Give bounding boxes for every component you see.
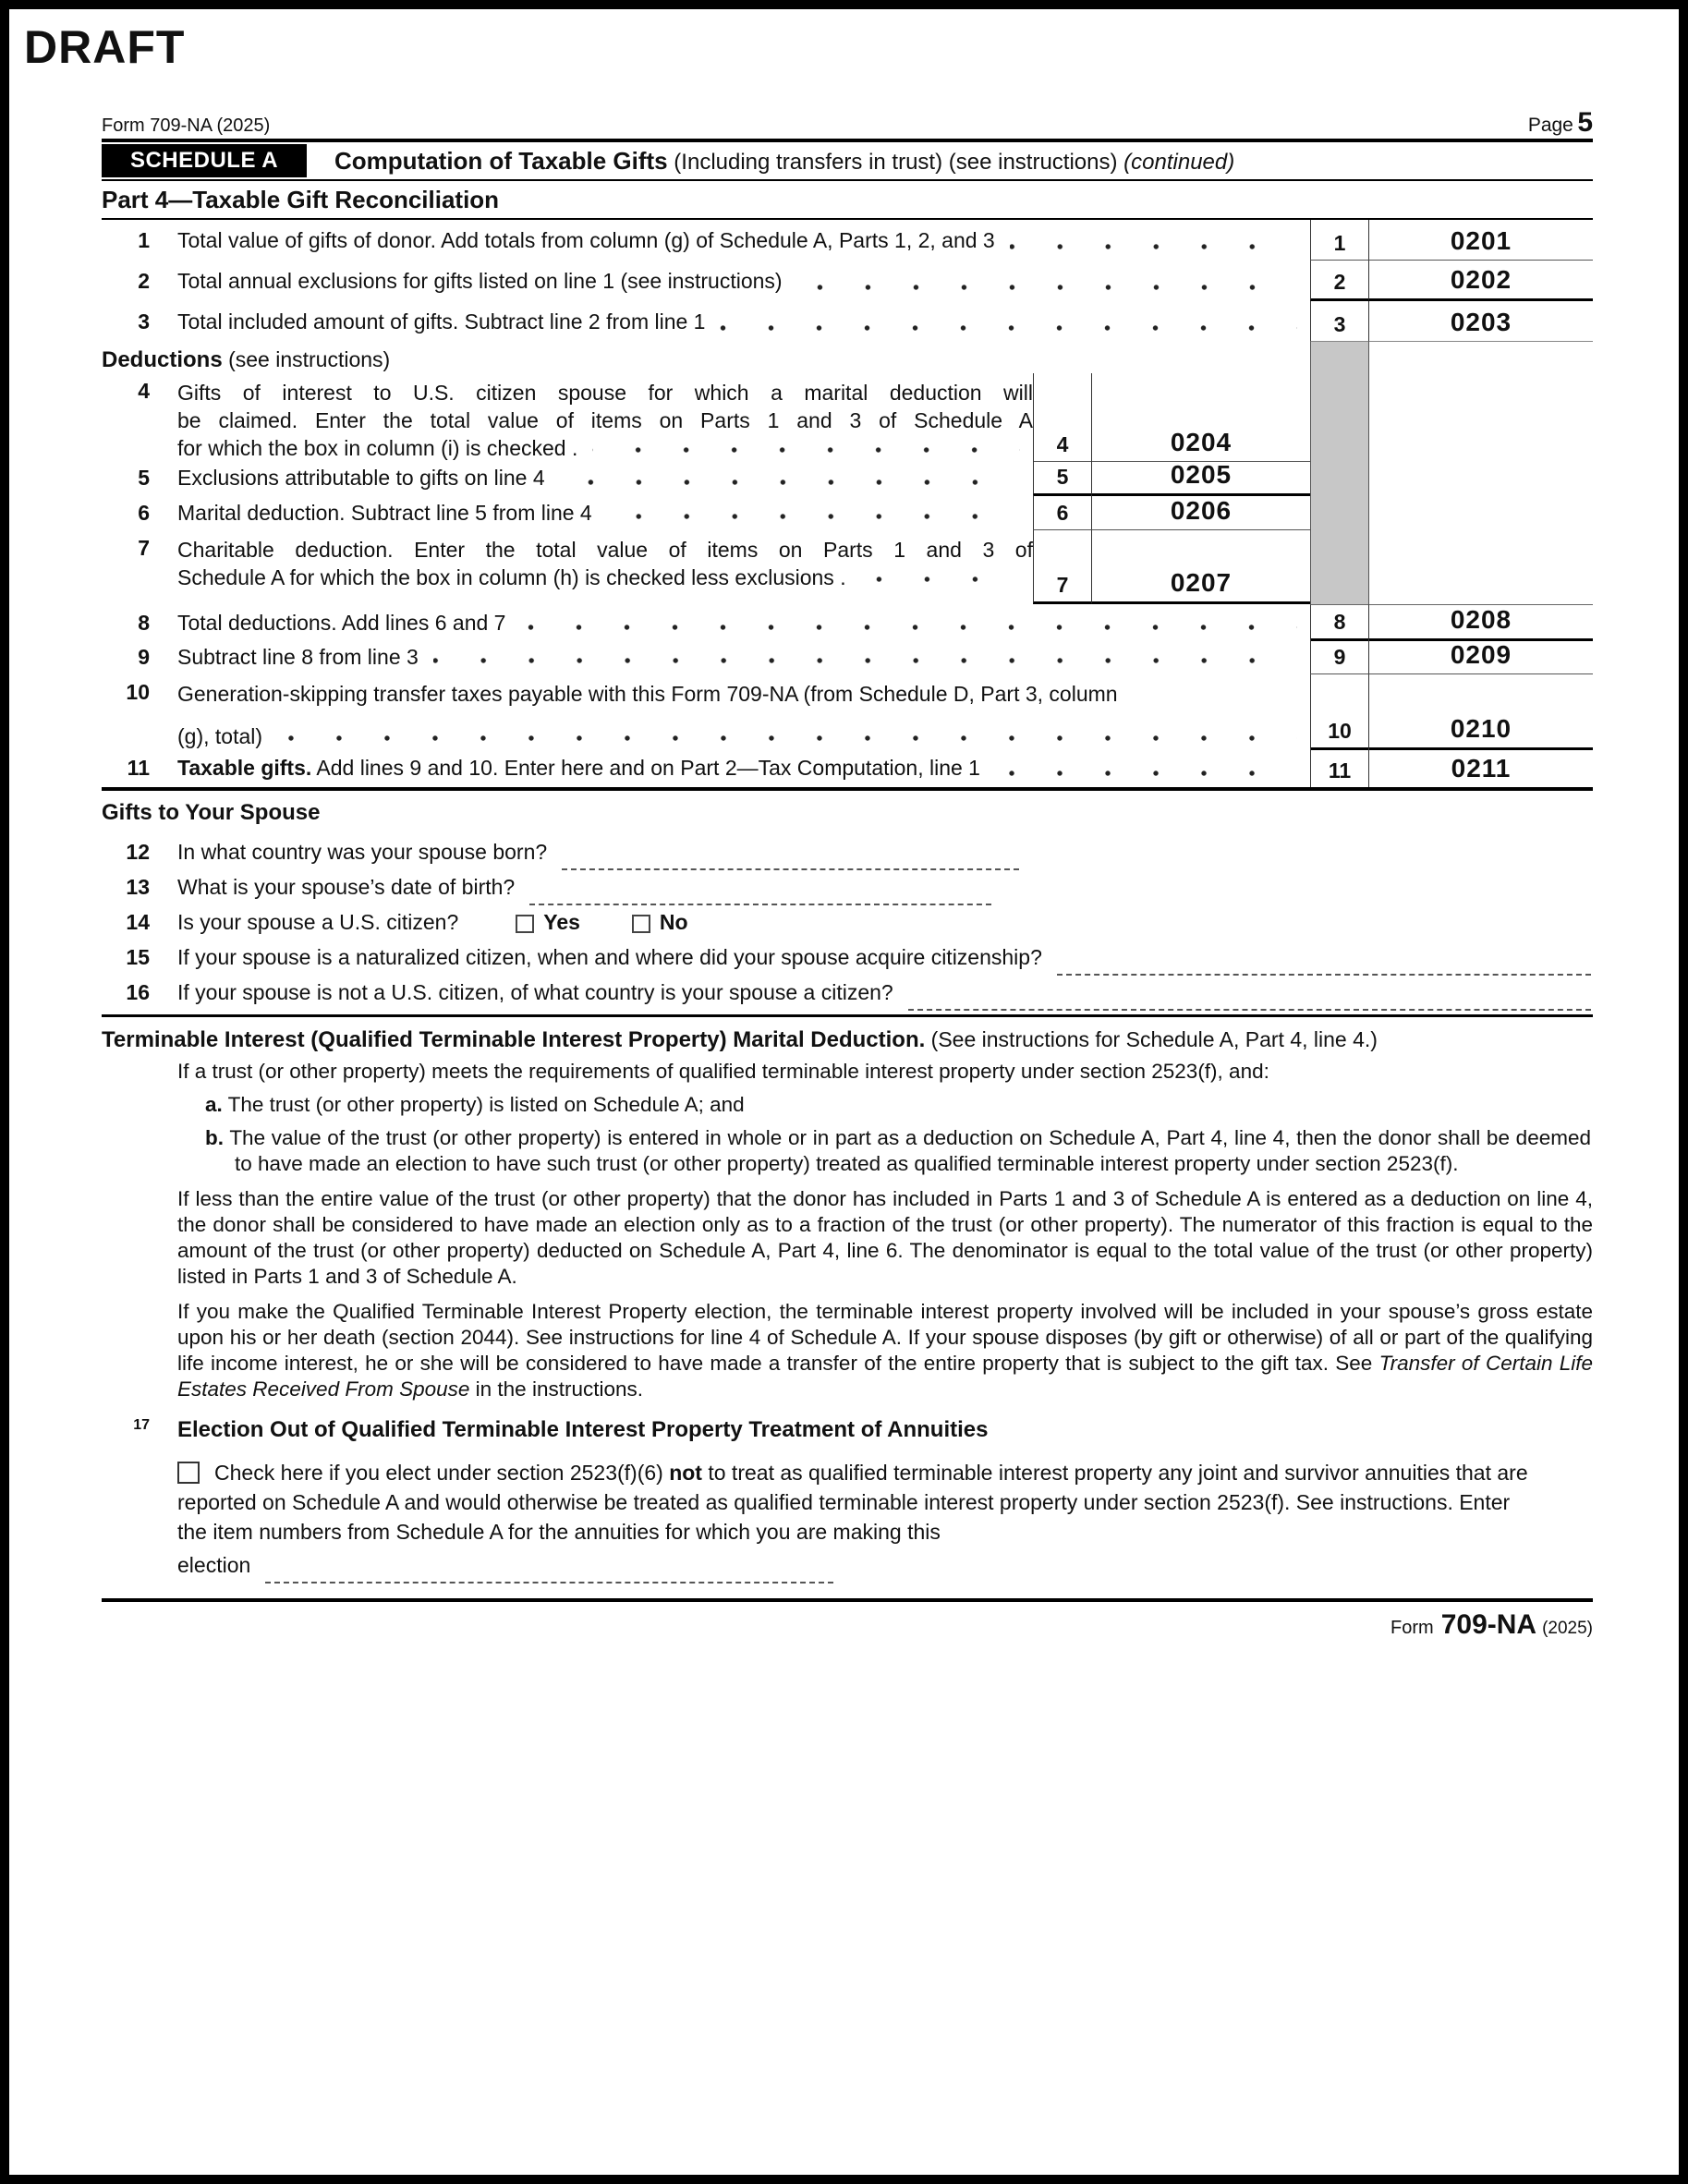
line-text-rest: Add lines 9 and 10. Enter here and on Part 2—Tax Computation, line 1 bbox=[311, 755, 980, 780]
line-description bbox=[177, 674, 1310, 750]
line-box-number: 4 bbox=[1033, 373, 1092, 462]
line-text: Total included amount of gifts. Subtract line 2 from line 1 bbox=[177, 309, 706, 334]
amount-entry-field[interactable]: 0207 bbox=[1092, 530, 1310, 604]
line-text: Exclusions attributable to gifts on line 4 bbox=[177, 466, 545, 490]
item-a-label: a. bbox=[205, 1093, 223, 1116]
no-checkbox[interactable] bbox=[632, 915, 650, 933]
line-17-section bbox=[102, 1417, 1593, 1578]
dot-leader bbox=[560, 478, 1020, 487]
line-number: 7 bbox=[138, 536, 150, 560]
page-indicator bbox=[1528, 107, 1593, 139]
line-number: 17 bbox=[133, 1417, 150, 1433]
line-number: 6 bbox=[138, 500, 150, 525]
election-entry-line[interactable] bbox=[265, 1581, 833, 1583]
line-description bbox=[177, 639, 1310, 674]
terminable-item-a bbox=[205, 1092, 1591, 1118]
answer-entry-line[interactable] bbox=[908, 1008, 1591, 1011]
line-number: 11 bbox=[127, 755, 150, 780]
yes-label: Yes bbox=[543, 910, 580, 934]
item-a-text: The trust (or other property) is listed on Schedule A; and bbox=[222, 1093, 745, 1116]
line-17-heading-row bbox=[102, 1417, 1593, 1443]
election-entry-row bbox=[177, 1547, 1593, 1578]
election-checkbox[interactable] bbox=[177, 1462, 200, 1484]
line-box-number: 1 bbox=[1310, 220, 1369, 261]
table-row-2 bbox=[102, 261, 1593, 301]
spacer bbox=[1369, 342, 1593, 373]
rows-8-11-table bbox=[102, 604, 1593, 791]
table-row-11 bbox=[102, 748, 1593, 787]
line-text: Schedule A for which the box in column (h) is checked less exclusions . bbox=[177, 565, 846, 589]
yes-checkbox[interactable] bbox=[516, 915, 534, 933]
line-text-last bbox=[177, 434, 1033, 462]
election-text: Check here if you elect under section 2523(f)(6) bbox=[214, 1461, 670, 1485]
page-footer bbox=[102, 1609, 1593, 1641]
line-number: 3 bbox=[138, 309, 150, 334]
spacer bbox=[1369, 460, 1593, 496]
draft-watermark: DRAFT bbox=[24, 21, 186, 73]
table-row-8 bbox=[102, 604, 1593, 639]
item-b-label: b. bbox=[205, 1126, 224, 1149]
line-box-number: 11 bbox=[1310, 748, 1369, 787]
amount-entry-field[interactable]: 0204 bbox=[1092, 373, 1310, 462]
form-content bbox=[102, 107, 1593, 1641]
spacer bbox=[1369, 373, 1593, 462]
question-text: Is your spouse a U.S. citizen? bbox=[177, 910, 459, 934]
amount-entry-field[interactable]: 0211 bbox=[1451, 754, 1512, 783]
question-text: In what country was your spouse born? bbox=[177, 840, 548, 864]
spacer bbox=[1369, 530, 1593, 604]
deductions-heading-row bbox=[102, 342, 1593, 373]
dot-leader bbox=[277, 734, 1297, 743]
election-text-not: not bbox=[669, 1461, 702, 1485]
deductions-section bbox=[102, 342, 1593, 604]
line-number: 4 bbox=[138, 379, 150, 403]
line-box-number: 8 bbox=[1310, 604, 1369, 641]
terminable-intro: If a trust (or other property) meets the requirements of qualified terminable interest property under section 2523(f), and: bbox=[177, 1060, 1269, 1083]
shaded-cell bbox=[1310, 373, 1369, 462]
footer-form-number: 709-NA bbox=[1440, 1609, 1537, 1640]
line-box-number: 9 bbox=[1310, 639, 1369, 674]
deductions-heading-bold: Deductions bbox=[102, 347, 223, 372]
election-text-rest: to treat as qualified terminable interest property any joint and survivor annuities that are reported on Schedule A and would otherwise be treated as qualified terminable interest property under section 2523(f). See instructions. Enter the item numbers from Schedule A for the annuities for which you are making this bbox=[177, 1461, 1528, 1544]
question-row-12 bbox=[102, 830, 1593, 865]
terminable-interest-section bbox=[102, 1017, 1593, 1402]
line-description bbox=[177, 604, 1310, 641]
terminable-item-b bbox=[205, 1125, 1591, 1177]
line-text bbox=[177, 756, 980, 781]
amount-entry-field[interactable]: 0206 bbox=[1092, 495, 1310, 530]
line-text: Total annual exclusions for gifts listed on line 1 (see instructions) bbox=[177, 268, 783, 293]
line-number: 9 bbox=[138, 644, 150, 669]
answer-entry-line[interactable] bbox=[562, 868, 1019, 870]
dot-leader bbox=[797, 283, 1297, 292]
schedule-title bbox=[334, 147, 1234, 176]
line-description bbox=[177, 495, 1033, 530]
line-text: for which the box in column (i) is checked . bbox=[177, 436, 578, 460]
terminable-heading bbox=[102, 1017, 1593, 1059]
page-number: 5 bbox=[1577, 107, 1593, 138]
line-number: 16 bbox=[126, 980, 150, 1004]
line-number: 10 bbox=[126, 680, 150, 704]
dot-leader bbox=[433, 656, 1297, 665]
line-text: Subtract line 8 from line 3 bbox=[177, 644, 419, 669]
line-text: Total deductions. Add lines 6 and 7 bbox=[177, 610, 506, 635]
table-row-1 bbox=[102, 220, 1593, 261]
line-box-number: 7 bbox=[1033, 530, 1092, 604]
dot-leader bbox=[720, 323, 1297, 333]
terminable-paragraph-2: If less than the entire value of the trust (or other property) that the donor has included in Parts 1 and 3 of Schedule A is entered as a deduction on line 4, the donor shall be considered to have made an election only as to a fraction of the trust (or other property). The numerator of this fraction is equal to the amount of the trust (or other property) deducted on Schedule A, Part 4, line 6. The denominator is equal to the total value of the trust (or other property) listed in Parts 1 and 3 of Schedule A. bbox=[177, 1187, 1593, 1288]
form-id: Form 709-NA (2025) bbox=[102, 115, 271, 136]
answer-entry-line[interactable] bbox=[529, 903, 991, 905]
line-text-last bbox=[177, 564, 1033, 591]
footer-form-word: Form bbox=[1390, 1618, 1434, 1638]
footer-year: (2025) bbox=[1542, 1619, 1593, 1638]
paragraph-3-italic: Transfer of Certain Life Estates Received From Spouse bbox=[177, 1352, 1594, 1401]
table-row-9 bbox=[102, 639, 1593, 674]
line-description bbox=[177, 301, 1310, 342]
table-row-10 bbox=[102, 674, 1593, 748]
amount-entry-field[interactable]: 0209 bbox=[1369, 639, 1593, 674]
line-box-number: 5 bbox=[1033, 460, 1092, 496]
line-box-number: 6 bbox=[1033, 495, 1092, 530]
schedule-title-continued: (continued) bbox=[1123, 149, 1235, 175]
question-text: What is your spouse’s date of birth? bbox=[177, 875, 516, 899]
amount-entry-field[interactable]: 0202 bbox=[1369, 261, 1593, 301]
deductions-heading bbox=[102, 342, 1310, 373]
dot-leader bbox=[592, 445, 1020, 455]
part4-heading: Part 4—Taxable Gift Reconciliation bbox=[102, 186, 500, 213]
line-text: Marital deduction. Subtract line 5 from line 4 bbox=[177, 500, 592, 525]
line-text: Gifts of interest to U.S. citizen spouse for which a marital deduction will bbox=[177, 381, 1033, 405]
rows-1-3-table bbox=[102, 218, 1593, 342]
line-text-bold: Taxable gifts. bbox=[177, 755, 312, 780]
table-row-4 bbox=[102, 373, 1593, 460]
page-word: Page bbox=[1527, 115, 1573, 136]
dot-leader bbox=[995, 769, 1297, 778]
line-text: (g), total) bbox=[177, 724, 263, 748]
line-description bbox=[177, 220, 1310, 261]
line-number: 15 bbox=[126, 945, 150, 969]
dot-leader bbox=[607, 512, 1020, 521]
table-row-3 bbox=[102, 301, 1593, 342]
schedule-title-mid: (Including transfers in trust) (see instructions) bbox=[667, 149, 1124, 175]
amount-entry-field[interactable]: 0203 bbox=[1369, 301, 1593, 342]
answer-entry-line[interactable] bbox=[1057, 973, 1591, 976]
line-number: 1 bbox=[138, 227, 150, 252]
schedule-title-bold: Computation of Taxable Gifts bbox=[334, 146, 668, 175]
line-text: Generation-skipping transfer taxes payable with this Form 709-NA (from Schedule D, Part 3, column bbox=[177, 682, 1118, 706]
line-number: 2 bbox=[138, 268, 150, 293]
table-row-5 bbox=[102, 460, 1593, 495]
paragraph-3-text: If you make the Qualified Terminable Interest Property election, the terminable interest property involved will be included in your spouse’s gross estate upon his or her death (section 2044). See instructions for line 4 of Schedule A. If your spouse disposes (by gift or otherwise) of all or part of the qualifying life income interest, he or she will be considered to have made a transfer of the entire property that is subject to the gift tax. See bbox=[177, 1300, 1593, 1375]
question-text: If your spouse is a naturalized citizen, when and where did your spouse acquire citizenship? bbox=[177, 945, 1042, 969]
line-number: 14 bbox=[126, 910, 150, 934]
footer-rule bbox=[102, 1598, 1593, 1602]
amount-entry-field[interactable]: 0210 bbox=[1369, 674, 1593, 750]
shaded-cell bbox=[1310, 342, 1369, 373]
deductions-heading-rest: (see instructions) bbox=[222, 347, 391, 371]
line-description bbox=[177, 460, 1033, 496]
line-number: 8 bbox=[138, 610, 150, 635]
line-number: 13 bbox=[126, 875, 150, 899]
line-text-last bbox=[177, 722, 1310, 750]
paragraph-3-end: in the instructions. bbox=[469, 1377, 643, 1401]
line-text: Charitable deduction. Enter the total value of items on Parts 1 and 3 of bbox=[177, 538, 1033, 562]
spacer bbox=[1369, 495, 1593, 530]
line-17-title: Election Out of Qualified Terminable Interest Property Treatment of Annuities bbox=[177, 1417, 989, 1442]
dot-leader bbox=[1010, 242, 1297, 251]
line-box-number: 3 bbox=[1310, 301, 1369, 342]
spouse-section-heading: Gifts to Your Spouse bbox=[102, 800, 321, 825]
line-description bbox=[177, 373, 1033, 462]
line-description bbox=[177, 530, 1033, 604]
election-word: election bbox=[177, 1553, 251, 1577]
terminable-heading-bold: Terminable Interest (Qualified Terminable Interest Property) Marital Deduction. bbox=[102, 1027, 926, 1052]
line-text: Total value of gifts of donor. Add totals from column (g) of Schedule A, Parts 1, 2, and 3 bbox=[177, 227, 995, 252]
dot-leader bbox=[861, 575, 1020, 584]
table-row-7 bbox=[102, 530, 1593, 604]
page-header bbox=[102, 107, 1593, 139]
shaded-cell bbox=[1310, 460, 1369, 496]
shaded-cell bbox=[1310, 495, 1369, 530]
line-number: 12 bbox=[126, 840, 150, 864]
table-row-6 bbox=[102, 495, 1593, 530]
dot-leader bbox=[520, 623, 1297, 632]
terminable-heading-rest: (See instructions for Schedule A, Part 4, line 4.) bbox=[925, 1027, 1378, 1051]
terminable-paragraph-3 bbox=[177, 1299, 1593, 1402]
schedule-a-banner bbox=[102, 139, 1593, 181]
line-number: 5 bbox=[138, 466, 150, 490]
amount-entry-field[interactable]: 0208 bbox=[1369, 604, 1593, 641]
question-row-15 bbox=[102, 935, 1593, 970]
amount-entry-field[interactable]: 0201 bbox=[1369, 220, 1593, 261]
question-text: If your spouse is not a U.S. citizen, of what country is your spouse a citizen? bbox=[177, 980, 893, 1004]
line-description bbox=[177, 748, 1310, 787]
line-box-number: 2 bbox=[1310, 261, 1369, 301]
schedule-label: SCHEDULE A bbox=[102, 144, 307, 177]
line-text: be claimed. Enter the total value of items on Parts 1 and 3 of Schedule A bbox=[177, 408, 1033, 432]
amount-entry-field[interactable]: 0205 bbox=[1092, 460, 1310, 496]
gifts-to-spouse-section bbox=[102, 791, 1593, 1017]
shaded-cell bbox=[1310, 530, 1369, 604]
item-b-text: The value of the trust (or other property) is entered in whole or in part as a deduction on Schedule A, Part 4, line 4, then the donor shall be deemed to have made an election to have such trust (or other property) treated as qualified terminable interest property under section 2523(f). bbox=[224, 1126, 1591, 1175]
no-label: No bbox=[659, 910, 688, 934]
line-17-paragraph bbox=[177, 1458, 1528, 1547]
line-box-number: 10 bbox=[1310, 674, 1369, 750]
line-description bbox=[177, 261, 1310, 301]
